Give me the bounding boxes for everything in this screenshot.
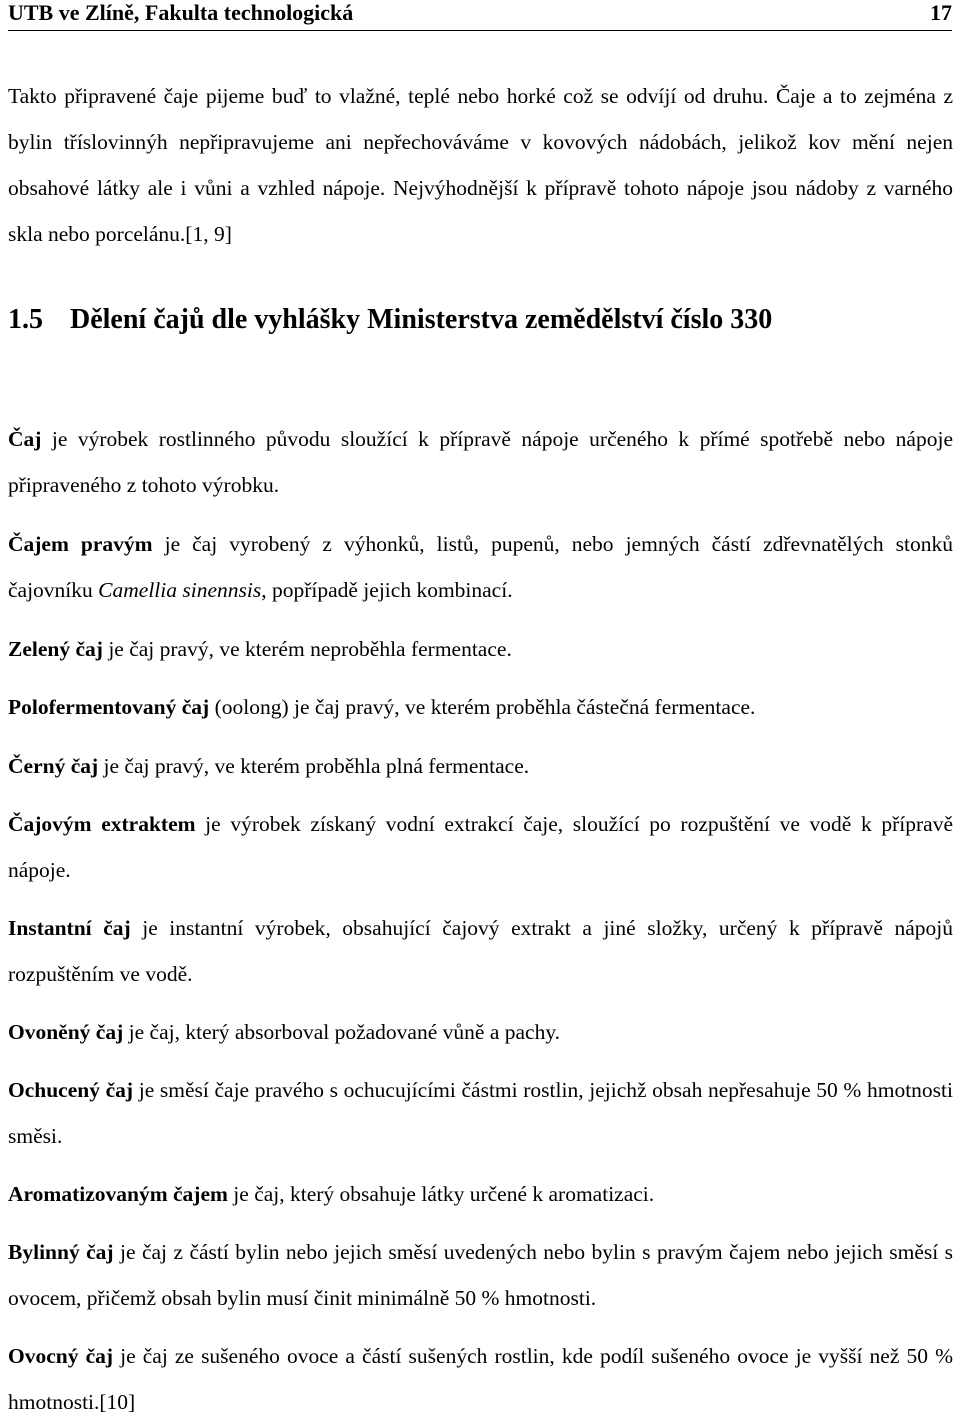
definition-text: je čaj, který obsahuje látky určené k aromatizaci. bbox=[227, 1182, 655, 1206]
definition-text: je čaj, který absorboval požadované vůně a pachy. bbox=[123, 1020, 561, 1044]
definition-text: je čaj z částí bylin nebo jejich směsí uvedených nebo bylin s pravým čajem nebo jejich směsí s ovocem, přičemž obsah bylin musí činit minimálně 50 % hmotnosti. bbox=[8, 1240, 954, 1310]
definition-ochuceny-caj bbox=[8, 1067, 953, 1159]
definition-polofermentovany-caj bbox=[8, 684, 953, 730]
definition-ovocny-caj bbox=[8, 1333, 953, 1425]
definition-cerny-caj bbox=[8, 743, 953, 789]
definition-term: Polofermentovaný čaj bbox=[8, 695, 210, 719]
definition-aromatizovany-caj bbox=[8, 1171, 953, 1217]
definition-term: Bylinný čaj bbox=[8, 1240, 114, 1264]
definition-text: je čaj pravý, ve kterém neproběhla fermentace. bbox=[102, 637, 512, 661]
definition-text: je čaj vyrobený z výhonků, listů, pupenů, nebo jemných částí zdřevnatělých stonků čajovníku bbox=[8, 532, 953, 602]
page-number: 17 bbox=[930, 0, 952, 25]
page-header bbox=[8, 0, 952, 31]
species-name: Camellia sinennsis bbox=[98, 578, 262, 602]
definition-term: Zelený čaj bbox=[8, 637, 103, 661]
section-number: 1.5 bbox=[8, 304, 43, 335]
definition-cajovy-extrakt bbox=[8, 801, 953, 893]
definition-term: Čajovým extraktem bbox=[8, 812, 196, 836]
definition-text: je čaj pravý, ve kterém proběhla plná fermentace. bbox=[98, 754, 530, 778]
definition-term: Aromatizovaným čajem bbox=[8, 1182, 228, 1206]
section-title: Dělení čajů dle vyhlášky Ministerstva zemědělství číslo 330 bbox=[70, 304, 773, 335]
definition-term: Ovoněný čaj bbox=[8, 1020, 124, 1044]
definition-text: , popřípadě jejich kombinací. bbox=[261, 578, 513, 602]
definition-zeleny-caj bbox=[8, 626, 953, 672]
intro-paragraph: Takto připravené čaje pijeme buď to vlažné, teplé nebo horké což se odvíjí od druhu. Čaje a to zejména z bylin tříslovinnýh nepřipravujeme ani nepřechováváme v kovových nádobách, jelikož kov mění nejen obsahové látky ale i vůni a vzhled nápoje. Nejvýhodnější k přípravě tohoto nápoje jsou nádoby z varného skla nebo porcelánu.[1, 9] bbox=[8, 84, 953, 246]
section-heading bbox=[8, 300, 772, 340]
definition-caj bbox=[8, 416, 953, 508]
definition-text: je výrobek získaný vodní extrakcí čaje, sloužící po rozpuštění ve vodě k přípravě nápoje. bbox=[8, 812, 953, 882]
definition-term: Instantní čaj bbox=[8, 916, 131, 940]
definition-ovoneny-caj bbox=[8, 1009, 953, 1055]
definition-bylinny-caj bbox=[8, 1229, 953, 1321]
definition-term: Ochucený čaj bbox=[8, 1078, 134, 1102]
definition-text: je směsí čaje pravého s ochucujícími částmi rostlin, jejichž obsah nepřesahuje 50 % hmotnosti směsi. bbox=[8, 1078, 953, 1148]
definition-term: Čajem pravým bbox=[8, 532, 153, 556]
definition-term: Čaj bbox=[8, 427, 42, 451]
definition-term: Ovocný čaj bbox=[8, 1344, 114, 1368]
definition-caj-pravy bbox=[8, 521, 953, 613]
definition-text: je čaj ze sušeného ovoce a částí sušených rostlin, kde podíl sušeného ovoce je vyšší než 50 % hmotnosti.[10] bbox=[8, 1344, 953, 1414]
definition-text: je výrobek rostlinného původu sloužící k přípravě nápoje určeného k přímé spotřebě nebo nápoje připraveného z tohoto výrobku. bbox=[8, 427, 953, 497]
header-institution: UTB ve Zlíně, Fakulta technologická bbox=[8, 0, 354, 25]
definition-instantni-caj bbox=[8, 905, 953, 997]
definition-term: Černý čaj bbox=[8, 754, 99, 778]
definition-text: (oolong) je čaj pravý, ve kterém proběhla částečná fermentace. bbox=[209, 695, 756, 719]
definition-text: je instantní výrobek, obsahující čajový extrakt a jiné složky, určený k přípravě nápojů rozpuštěním ve vodě. bbox=[8, 916, 953, 986]
